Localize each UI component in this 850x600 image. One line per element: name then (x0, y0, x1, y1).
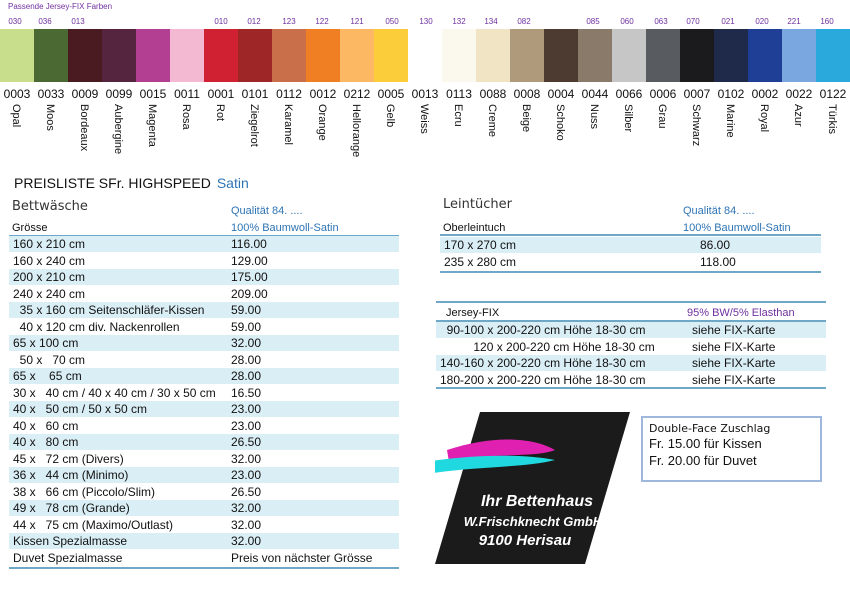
table-row (9, 451, 399, 467)
color-name: Orange (316, 104, 328, 141)
color-name: Aubergine (112, 104, 124, 155)
row-size: 160 x 240 cm (13, 253, 86, 268)
table-row (9, 484, 399, 500)
color-code: 0022 (785, 87, 813, 101)
bettwaesche-quality: Qualität 84. .... (231, 205, 303, 217)
jersey-fix-code-row (0, 17, 850, 29)
table-row (9, 335, 399, 351)
row-price: 32.00 (231, 517, 262, 532)
color-name: Moos (44, 104, 56, 131)
color-code: 0002 (751, 87, 779, 101)
row-size: 49 x 78 cm (Grande) (13, 501, 130, 515)
double-face-duvet: Fr. 20.00 für Duvet (649, 453, 757, 468)
color-swatch-strip (0, 29, 850, 82)
row-size: 160 x 210 cm (13, 237, 86, 251)
row-price: siehe FIX-Karte (692, 372, 776, 387)
color-name: Beige (520, 104, 532, 133)
color-name: Opal (10, 104, 22, 128)
bettwaesche-bottom-rule (9, 567, 399, 569)
color-name-row (0, 104, 850, 164)
double-face-kissen: Fr. 15.00 für Kissen (649, 436, 762, 451)
color-code: 0101 (241, 87, 269, 101)
row-size: 180-200 x 200-220 cm Höhe 18-30 cm (440, 372, 646, 387)
color-code: 0015 (139, 87, 167, 101)
row-size: 40 x 120 cm div. Nackenrollen (13, 319, 180, 334)
color-name: Creme (486, 104, 498, 138)
row-size: 40 x 60 cm (13, 418, 79, 433)
jersey-fix-code: 160 (820, 17, 834, 26)
color-swatch (34, 29, 69, 82)
row-price: siehe FIX-Karte (692, 339, 776, 354)
color-code: 0001 (207, 87, 235, 101)
table-row (9, 385, 399, 401)
leintuecher-heading: Leintücher (443, 197, 512, 212)
color-code-row (0, 87, 850, 101)
row-price: 32.00 (231, 534, 262, 548)
color-code: 0102 (717, 87, 745, 101)
color-code: 0006 (649, 87, 677, 101)
color-name: Silber (622, 104, 634, 133)
title-accent: Satin (216, 175, 249, 191)
row-size: 240 x 240 cm (13, 286, 86, 301)
row-price: 129.00 (231, 253, 268, 268)
row-size: 44 x 75 cm (Maximo/Outlast) (13, 517, 174, 532)
table-row (9, 368, 399, 384)
row-price: 59.00 (231, 319, 262, 334)
table-row (9, 286, 399, 302)
leintuecher-bottom-rule (440, 271, 821, 273)
bettwaesche-heading: Bettwäsche (12, 199, 88, 214)
row-price: 32.00 (231, 451, 262, 466)
row-price: 26.50 (231, 435, 262, 449)
color-swatch (136, 29, 171, 82)
color-swatch (748, 29, 783, 82)
row-price: siehe FIX-Karte (692, 356, 776, 370)
color-name: Weiss (418, 104, 430, 134)
color-swatch (782, 29, 817, 82)
row-size: 50 x 70 cm (13, 352, 86, 367)
jersey-fix-code: 050 (385, 17, 399, 26)
jersey-bottom-rule (436, 387, 826, 389)
row-size: 140-160 x 200-220 cm Höhe 18-30 cm (440, 356, 646, 370)
logo-line-3: 9100 Herisau (478, 532, 572, 549)
leintuecher-col-material: 100% Baumwoll-Satin (683, 222, 791, 234)
jersey-fix-code: 121 (350, 17, 364, 26)
row-size: Duvet Spezialmasse (13, 550, 123, 565)
jersey-fix-code: 063 (654, 17, 668, 26)
row-size: 200 x 210 cm (13, 270, 86, 284)
color-swatch (374, 29, 409, 82)
jersey-fix-code: 030 (8, 17, 22, 26)
row-price: 209.00 (231, 286, 268, 301)
row-price: 175.00 (231, 270, 268, 284)
row-price: 32.00 (231, 501, 262, 515)
color-code: 0003 (3, 87, 31, 101)
leintuecher-col-size: Oberleintuch (443, 222, 506, 234)
table-row (436, 355, 826, 371)
color-code: 0013 (411, 87, 439, 101)
row-price: 59.00 (231, 303, 262, 317)
color-swatch (612, 29, 647, 82)
color-swatch (714, 29, 749, 82)
color-swatch (238, 29, 273, 82)
jersey-fix-code: 036 (38, 17, 52, 26)
color-swatch (816, 29, 850, 82)
color-code: 0011 (174, 87, 200, 101)
table-row (9, 500, 399, 516)
jersey-fix-code: 123 (282, 17, 296, 26)
jersey-fix-code: 221 (787, 17, 801, 26)
color-name: Bordeaux (78, 104, 90, 152)
row-price: 23.00 (231, 418, 262, 433)
jersey-fix-code: 130 (419, 17, 433, 26)
color-code: 0005 (377, 87, 405, 101)
color-code: 0088 (479, 87, 507, 101)
color-name: Hellorange (350, 104, 362, 158)
leintuecher-header-rule (440, 234, 821, 236)
color-swatch (204, 29, 239, 82)
color-name: Schoko (554, 104, 566, 141)
jersey-fix-code: 012 (247, 17, 261, 26)
color-name: Rosa (180, 104, 192, 130)
color-code: 0012 (309, 87, 337, 101)
table-row (9, 434, 399, 450)
row-size: 90-100 x 200-220 cm Höhe 18-30 cm (440, 323, 646, 337)
jersey-fix-code: 060 (620, 17, 634, 26)
color-code: 0113 (446, 87, 472, 101)
color-name: Nuss (588, 104, 600, 130)
row-size: 40 x 50 cm / 50 x 50 cm (13, 402, 148, 416)
row-size: 65 x 65 cm (13, 369, 82, 383)
color-code: 0099 (105, 87, 133, 101)
color-name: Ecru (452, 104, 464, 127)
row-size: 38 x 66 cm (Piccolo/Slim) (13, 484, 156, 499)
table-row (436, 339, 826, 355)
color-code: 0066 (615, 87, 643, 101)
color-code: 0044 (581, 87, 609, 101)
table-row (9, 550, 399, 566)
table-row (9, 269, 399, 285)
color-swatch (578, 29, 613, 82)
row-size: 45 x 72 cm (Divers) (13, 451, 124, 466)
color-swatch (408, 29, 443, 82)
color-name: Türkis (826, 104, 838, 134)
jersey-fix-code: 122 (315, 17, 329, 26)
color-name: Rot (214, 104, 226, 122)
jersey-fix-code: 021 (721, 17, 735, 26)
jersey-fix-label: Passende Jersey-FIX Farben (8, 2, 113, 11)
double-face-box (641, 416, 822, 482)
row-size: 65 x 100 cm (13, 336, 79, 350)
jersey-material: 95% BW/5% Elasthan (687, 307, 795, 319)
color-swatch (476, 29, 511, 82)
bettwaesche-col-size: Grösse (12, 222, 48, 234)
color-code: 0033 (37, 87, 65, 101)
color-swatch (306, 29, 341, 82)
color-name: Azur (792, 104, 804, 127)
logo-line-2: W.Frischknecht GmbH (463, 514, 603, 529)
row-price: 16.50 (231, 385, 262, 400)
color-swatch (646, 29, 681, 82)
jersey-fix-code: 070 (686, 17, 700, 26)
table-row (9, 319, 399, 335)
jersey-heading: Jersey-FIX (446, 307, 500, 319)
color-swatch (68, 29, 103, 82)
row-price: 28.00 (231, 369, 262, 383)
jersey-fix-code: 085 (586, 17, 600, 26)
row-size: 36 x 44 cm (Minimo) (13, 468, 129, 482)
color-code: 0009 (71, 87, 99, 101)
table-row (436, 372, 826, 388)
row-price: 28.00 (231, 352, 262, 367)
color-swatch (102, 29, 137, 82)
row-price: 116.00 (231, 237, 267, 251)
row-size: 40 x 80 cm (13, 435, 79, 449)
color-name: Gelb (384, 104, 396, 128)
row-size: 35 x 160 cm Seitenschläfer-Kissen (13, 303, 205, 317)
color-code: 0112 (276, 87, 302, 101)
row-price: 118.00 (700, 255, 736, 269)
jersey-fix-code: 134 (484, 17, 498, 26)
row-price: 32.00 (231, 336, 262, 350)
row-size: 120 x 200-220 cm Höhe 18-30 cm (440, 339, 655, 354)
color-code: 0212 (343, 87, 371, 101)
color-code: 0004 (547, 87, 575, 101)
double-face-heading: Double-Face Zuschlag (649, 422, 771, 435)
table-row (9, 253, 399, 269)
table-row (9, 352, 399, 368)
table-row (436, 322, 826, 338)
jersey-fix-code: 132 (452, 17, 466, 26)
table-row (9, 401, 399, 417)
jersey-fix-code: 013 (71, 17, 85, 26)
color-name: Grau (656, 104, 668, 129)
color-swatch (442, 29, 477, 82)
color-name: Magenta (146, 104, 158, 147)
row-price: siehe FIX-Karte (692, 323, 776, 337)
table-row (440, 254, 821, 270)
table-row (9, 467, 399, 483)
row-price: 23.00 (231, 468, 262, 482)
table-row (9, 302, 399, 318)
page-title (14, 175, 249, 191)
table-row (9, 418, 399, 434)
color-swatch (0, 29, 35, 82)
row-price: 23.00 (231, 402, 262, 416)
color-name: Schwarz (690, 104, 702, 147)
title-main: PREISLISTE SFr. HIGHSPEED (14, 175, 211, 191)
color-name: Royal (758, 104, 770, 133)
color-code: 0008 (513, 87, 541, 101)
jersey-fix-code: 010 (214, 17, 228, 26)
table-row (9, 517, 399, 533)
table-row (9, 533, 399, 549)
table-row (440, 237, 821, 253)
jersey-fix-code: 020 (755, 17, 769, 26)
row-price: Preis von nächster Grösse (231, 550, 373, 565)
row-price: 26.50 (231, 484, 262, 499)
color-code: 0122 (819, 87, 847, 101)
color-swatch (272, 29, 307, 82)
jersey-fix-code: 082 (517, 17, 531, 26)
logo-line-1: Ihr Bettenhaus (480, 493, 594, 510)
company-logo (435, 412, 630, 564)
color-swatch (170, 29, 205, 82)
leintuecher-quality: Qualität 84. .... (683, 205, 755, 217)
color-swatch (510, 29, 545, 82)
color-swatch (544, 29, 579, 82)
table-row (9, 236, 399, 252)
color-name: Karamel (282, 104, 294, 145)
row-size: 30 x 40 cm / 40 x 40 cm / 30 x 50 cm (13, 385, 216, 400)
bettwaesche-col-material: 100% Baumwoll-Satin (231, 222, 339, 234)
color-name: Ziegelrot (248, 104, 260, 147)
row-size: 235 x 280 cm (444, 255, 517, 269)
color-name: Marine (724, 104, 736, 138)
color-code: 0007 (683, 87, 711, 101)
color-swatch (340, 29, 375, 82)
color-swatch (680, 29, 715, 82)
jersey-top-rule (436, 301, 826, 303)
row-size: Kissen Spezialmasse (13, 534, 128, 548)
row-price: 86.00 (700, 238, 731, 252)
row-size: 170 x 270 cm (444, 238, 517, 252)
